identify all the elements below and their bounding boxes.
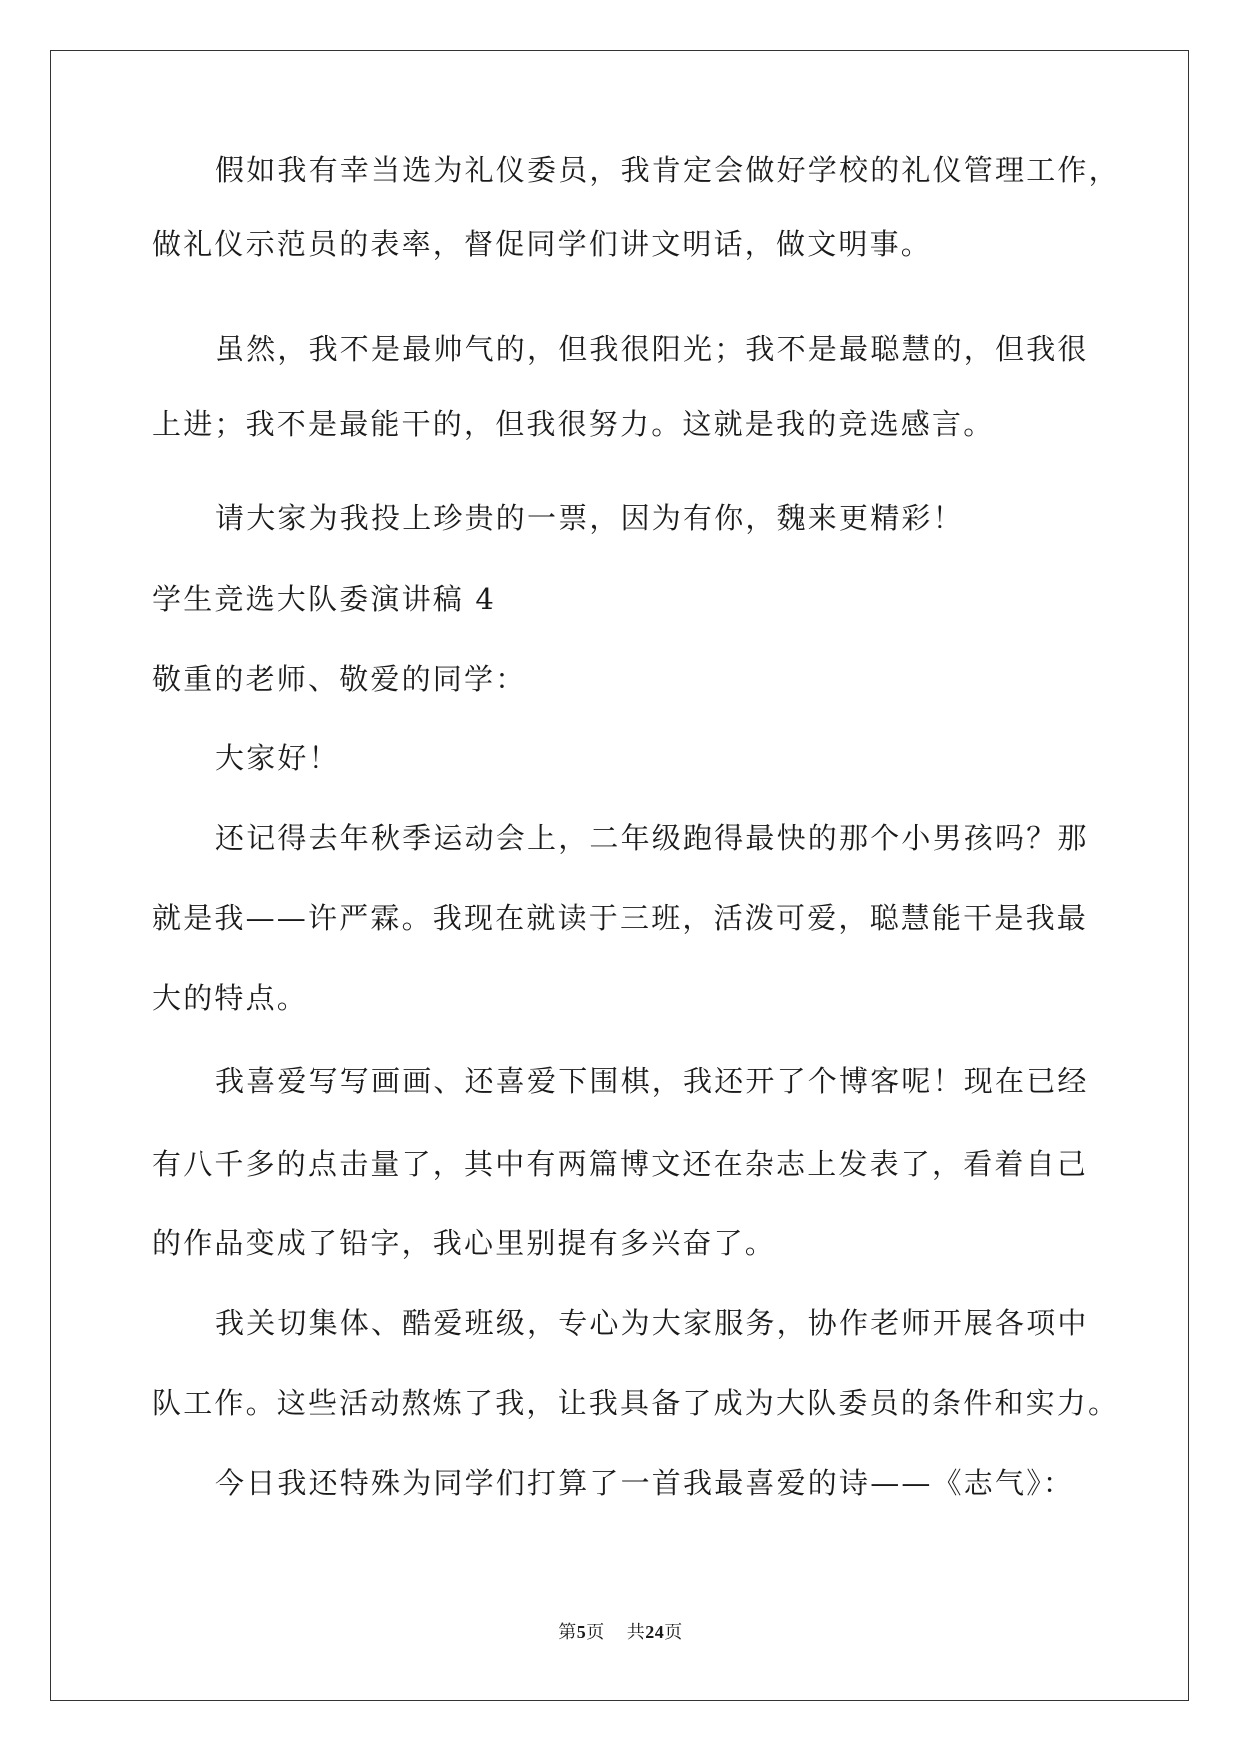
paragraph-line: 假如我有幸当选为礼仪委员，我肯定会做好学校的礼仪管理工作，	[215, 153, 1120, 187]
paragraph-line: 上进；我不是最能干的，但我很努力。这就是我的竞选感言。	[152, 407, 995, 441]
paragraph-line: 队工作。这些活动熬炼了我，让我具备了成为大队委员的条件和实力。	[152, 1386, 1120, 1420]
page-border	[50, 50, 1189, 1701]
paragraph-line: 的作品变成了铅字，我心里别提有多兴奋了。	[152, 1226, 777, 1260]
paragraph-line: 请大家为我投上珍贵的一票，因为有你，魏来更精彩！	[215, 501, 964, 535]
page-suffix: 页	[586, 1622, 605, 1643]
paragraph-line: 我关切集体、酷爱班级，专心为大家服务，协作老师开展各项中	[215, 1306, 1089, 1340]
paragraph-line: 我喜爱写写画画、还喜爱下围棋，我还开了个博客呢！现在已经	[215, 1064, 1089, 1098]
total-suffix: 页	[664, 1622, 683, 1643]
paragraph-line: 今日我还特殊为同学们打算了一首我最喜爱的诗——《志气》：	[215, 1466, 1075, 1500]
paragraph-line: 虽然，我不是最帅气的，但我很阳光；我不是最聪慧的，但我很	[215, 332, 1089, 366]
total-prefix: 共	[626, 1622, 646, 1643]
page-current: 5	[576, 1622, 587, 1642]
salutation: 敬重的老师、敬爱的同学：	[152, 662, 527, 696]
paragraph-line: 有八千多的点击量了，其中有两篇博文还在杂志上发表了，看着自己	[152, 1147, 1089, 1181]
paragraph-line: 大的特点。	[152, 981, 309, 1015]
paragraph-line: 就是我——许严霖。我现在就读于三班，活泼可爱，聪慧能干是我最	[152, 901, 1089, 935]
greeting: 大家好！	[215, 741, 340, 775]
page-footer	[0, 1620, 1241, 1645]
page-total: 24	[645, 1622, 665, 1642]
section-heading: 学生竞选大队委演讲稿 4	[152, 582, 497, 616]
paragraph-line: 还记得去年秋季运动会上，二年级跑得最快的那个小男孩吗？那	[215, 821, 1089, 855]
page-prefix: 第	[558, 1622, 577, 1643]
paragraph-line: 做礼仪示范员的表率，督促同学们讲文明话，做文明事。	[152, 227, 933, 261]
